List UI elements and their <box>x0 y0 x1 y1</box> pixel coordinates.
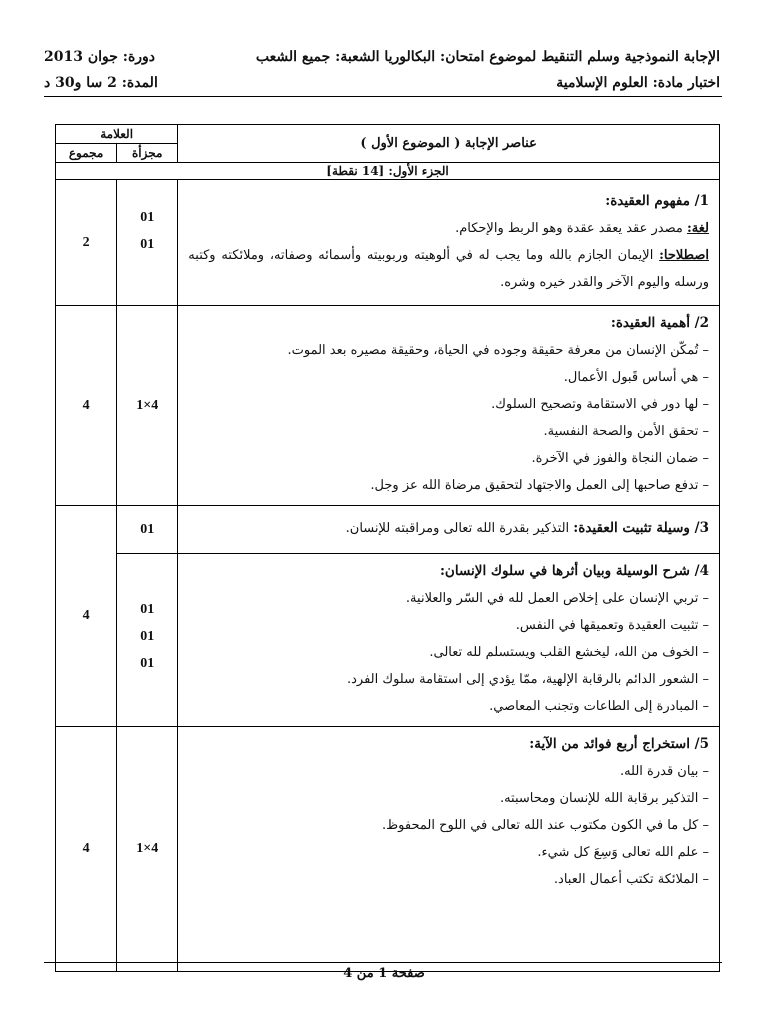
section-1-partial-score: 01 <box>140 209 155 225</box>
header-divider <box>44 96 722 97</box>
section-4-item: – الشعور الدائم بالرقابة الإلهية، ممّا يؤدي إلى استقامة سلوك الفرد. <box>188 666 709 693</box>
content-column-title: عناصر الإجابة ( الموضوع الأول ) <box>178 125 720 163</box>
total-score-header: مجموع <box>56 144 117 163</box>
header-session: دورة: جوان 2013 <box>44 49 156 65</box>
section-2-partial-score: 4×1 <box>117 306 178 506</box>
section-4-item: – تربي الإنسان على إخلاص العمل لله في السّر والعلانية. <box>188 585 709 612</box>
section-1-istilah <box>188 242 709 296</box>
section-5-content <box>178 727 720 972</box>
section-1-partial-score: 01 <box>140 236 155 252</box>
section-3-text: التذكير بقدرة الله تعالى ومراقبته للإنسان. <box>345 521 574 536</box>
istilah-label: اصطلاحا: <box>659 247 709 263</box>
section-4-partial-score: 01 <box>140 628 155 644</box>
section-2-total-score: 4 <box>56 306 117 506</box>
part-title: الجزء الأول: [14 نقطة] <box>56 163 720 180</box>
istilah-text: الإيمان الجازم بالله وما يجب له في ألوهيته وربوبيته وأسمائه وصفاته، وملائكته وكتبه ورسله واليوم الآخر والقدر خيره وشره. <box>188 247 709 290</box>
section-1-lugha <box>188 215 709 242</box>
section-5-title: 5/ استخراج أربع فوائد من الآية: <box>529 736 709 752</box>
section-1-partial-scores <box>117 180 178 306</box>
section-5-partial-score: 4×1 <box>117 727 178 972</box>
lugha-text: مصدر عقد يعقد عقدة وهو الربط والإحكام. <box>455 220 687 236</box>
section-4-partial-score: 01 <box>140 655 155 671</box>
section-2-item: – تدفع صاحبها إلى العمل والاجتهاد لتحقيق مرضاة الله عز وجل. <box>188 472 709 499</box>
section-4-partial-score: 01 <box>140 601 155 617</box>
section-4-item: – الخوف من الله، ليخشع القلب ويستسلم لله تعالى. <box>188 639 709 666</box>
section-5-total-score: 4 <box>56 727 117 972</box>
section-4-item: – المبادرة إلى الطاعات وتجنب المعاصي. <box>188 693 709 720</box>
header-exam-title: الإجابة النموذجية وسلم التنقيط لموضوع امتحان: البكالوريا الشعبة: جميع الشعب <box>255 49 720 65</box>
section-3-4-total-score: 4 <box>56 506 117 727</box>
section-4-item: – تثبيت العقيدة وتعميقها في النفس. <box>188 612 709 639</box>
section-2-item: – لها دور في الاستقامة وتصحيح السلوك. <box>188 391 709 418</box>
header-line-1 <box>44 44 720 70</box>
section-4-partial-scores <box>117 554 178 727</box>
header-duration: المدة: 2 سا و30 د <box>44 75 158 91</box>
header-subject: اختبار مادة: العلوم الإسلامية <box>556 75 720 91</box>
section-1-content <box>178 180 720 306</box>
section-3-title: 3/ وسيلة تثبيت العقيدة: <box>573 520 709 536</box>
page-number: صفحة 1 من 4 <box>343 966 425 981</box>
section-2-item: – تُمكّن الإنسان من معرفة حقيقة وجوده في الحياة، وحقيقة مصيره بعد الموت. <box>188 337 709 364</box>
section-2-item: – ضمان النجاة والفوز في الآخرة. <box>188 445 709 472</box>
footer-divider <box>44 962 722 963</box>
answer-table <box>55 124 720 972</box>
section-5-item: – بيان قدرة الله. <box>188 758 709 785</box>
header-line-2 <box>44 70 720 96</box>
section-5-item: – كل ما في الكون مكتوب عند الله تعالى في اللوح المحفوظ. <box>188 812 709 839</box>
section-4-content <box>178 554 720 727</box>
section-2-content <box>178 306 720 506</box>
section-2-item: – تحقق الأمن والصحة النفسية. <box>188 418 709 445</box>
section-3-partial-score: 01 <box>117 506 178 554</box>
section-2-title: 2/ أهمية العقيدة: <box>610 315 709 331</box>
section-5-item: – التذكير برقابة الله للإنسان ومحاسبته. <box>188 785 709 812</box>
section-5-item: – الملائكة تكتب أعمال العباد. <box>188 866 709 893</box>
section-3-content <box>178 506 720 554</box>
section-1-total-score: 2 <box>56 180 117 306</box>
section-4-title: 4/ شرح الوسيلة وبيان أثرها في سلوك الإنسان: <box>439 563 709 579</box>
section-2-item: – هي أساس قَبول الأعمال. <box>188 364 709 391</box>
partial-score-header: مجزأة <box>117 144 178 163</box>
section-5-item: – علم الله تعالى وَسِعَ كل شيء. <box>188 839 709 866</box>
section-1-title: 1/ مفهوم العقيدة: <box>605 192 709 209</box>
score-column-title: العلامة <box>56 125 178 144</box>
lugha-label: لغة: <box>686 220 709 236</box>
